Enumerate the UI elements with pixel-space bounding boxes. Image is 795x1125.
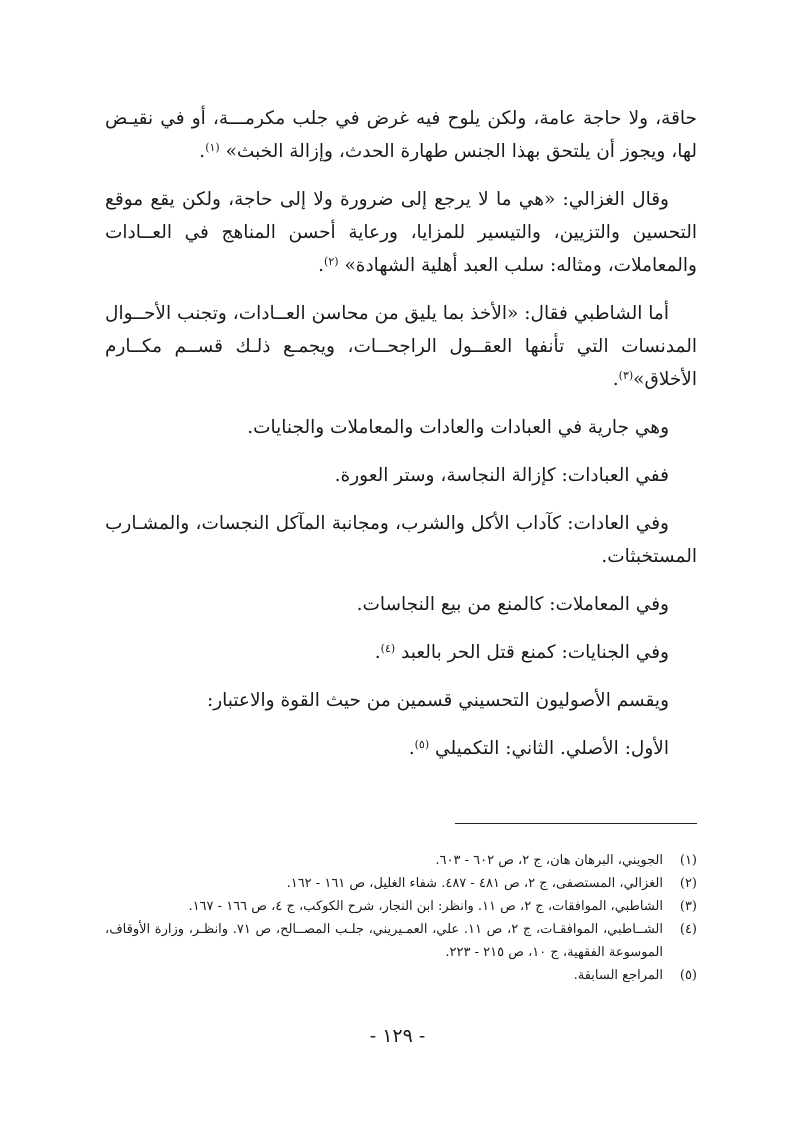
paragraph: ففي العبادات: كإزالة النجاسة، وستر العورة. [334,465,669,486]
footnote-number: (٣) [679,899,697,914]
page-number: - ١٢٩ - [369,1025,426,1047]
main-text [105,102,697,780]
footnote-number: (٤) [679,922,697,937]
footnote [105,849,697,872]
paragraph: الأول: الأصلي. الثاني: التكميلي $^{(٥)}$. [408,738,669,759]
footnote [105,964,697,987]
footnote-number: (٢) [679,876,697,891]
paragraph: وهي جارية في العبادات والعادات والمعاملات والجنايات. [247,417,669,438]
paragraph: حاقة، ولا حاجة عامة، ولكن يلوح فيه غرض في جلب مكرمـــة، أو في نقيـض لها، ويجوز أن يلتحق بهذا الجنس طهارة الحدث، وإزالة الخبث» $^{(١)}$. [105,108,697,162]
footnote-ref[interactable]: (٤) [380,642,396,655]
paragraph: وفي العادات: كآداب الأكل والشرب، ومجانبة المآكل النجسات، والمشـارب المستخبثات. [105,513,697,567]
paragraph: وقال الغزالي: «هي ما لا يرجع إلى ضرورة ولا إلى حاجة، ولكن يقع موقع التحسين والتزيين، والتيسير للمزايا، ورعاية أحسن المناهج في العــادات والمعاملات، ومثاله: سلب العبد أهلية الشهادة» $^{(٢)}$. [105,189,697,276]
paragraph: أما الشاطبي فقال: «الأخذ بما يليق من محاسن العــادات، وتجنب الأحــوال المدنسات التي تأنفها العقــول الراجحــات، ويجمـع ذلـك قســم مكــارم الأخلاق»$^{(٣)}$. [105,303,697,390]
footnote-divider [455,823,697,824]
footnote-number: (١) [679,853,697,868]
paragraph: وفي الجنايات: كمنع قتل الحر بالعبد $^{(٤)}$. [374,642,669,663]
footnote [105,895,697,918]
footnote-text: الشــاطبي، الموافقـات، ج ٢، ص ١١. علي، العمـيريني، جلـب المصــالح، ص ٧١. وانظـر، وزارة الأوقاف، الموسوعة الفقهية، ج ١٠، ص ٢١٥ - ٢٢٣. [105,922,663,960]
paragraph: ويقسم الأصوليون التحسيني قسمين من حيث القوة والاعتبار: [206,690,669,711]
footnote-text: الغزالي، المستصفى، ج ٢، ص ٤٨١ - ٤٨٧. شفاء الغليل، ص ١٦١ - ١٦٢. [286,876,663,891]
paragraph: وفي المعاملات: كالمنع من بيع النجاسات. [356,594,669,615]
footnote-ref[interactable]: (٣) [618,369,634,382]
footnote-ref[interactable]: (١) [205,141,220,154]
footnote [105,918,697,964]
footnote-number: (٥) [679,968,697,983]
footnote-text: المراجع السابقة. [573,968,663,983]
footnote-text: الجويني، البرهان هان، ج ٢، ص ٦٠٢ - ٦٠٣. [435,853,663,868]
footnote-text: الشاطبي، الموافقات، ج ٢، ص ١١. وانظر: ابن النجار، شرح الكوكب، ج ٤، ص ١٦٦ - ١٦٧. [188,899,663,914]
footnotes [105,849,697,987]
footnote-ref[interactable]: (٢) [324,255,339,268]
footnote [105,872,697,895]
footnote-ref[interactable]: (٥) [414,738,430,751]
